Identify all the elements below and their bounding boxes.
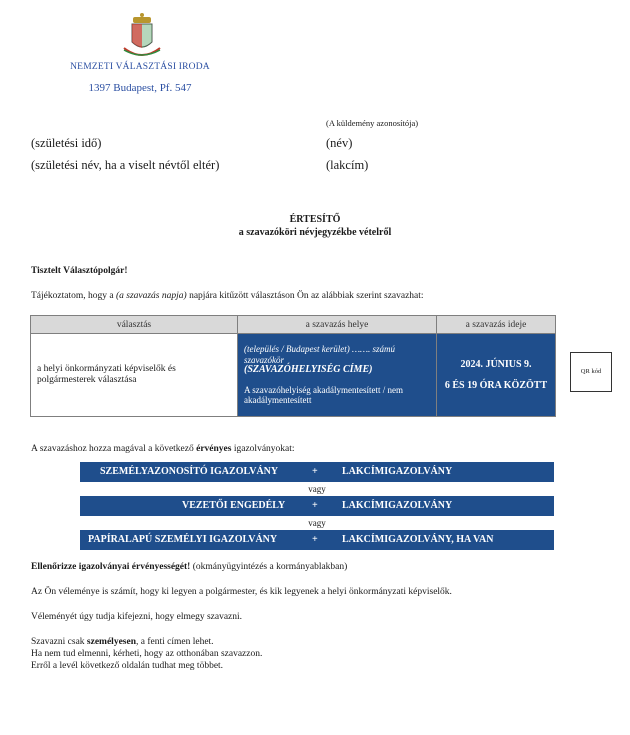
table-header-row (31, 316, 556, 334)
place-accessibility: A szavazóhelyiség akadálymentesített / nem akadálymentesített (244, 384, 403, 406)
org-address: 1397 Budapest, Pf. 547 (88, 82, 192, 94)
id-option-3-right: LAKCÍMIGAZOLVÁNY, HA VAN (342, 534, 494, 545)
home-voting-line: Ha nem tud elmenni, kérheti, hogy az otthonában szavazzon. (31, 649, 263, 659)
salutation: Tisztelt Választópolgár! (31, 266, 128, 276)
check-validity-bold: Ellenőrizze igazolványai érvényességét! (31, 562, 191, 572)
name-field: (név) (326, 136, 353, 150)
plus-sign: + (312, 500, 318, 511)
check-validity-rest: (okmányügyintézés a kormányablakban) (190, 562, 348, 572)
residence-field: (lakcím) (326, 158, 369, 172)
election-cell: a helyi önkormányzati képviselők és polgármesterek választása (31, 334, 238, 417)
vote-hours: 6 ÉS 19 ÓRA KÖZÖTT (444, 380, 548, 391)
intro-vote-day: (a szavazás napja) (115, 291, 187, 301)
or-separator: vagy (308, 518, 326, 528)
ids-intro-valid: érvényes (196, 444, 232, 454)
intro-text-after: napjára kitűzött választáson Ön az alábbiak szerint szavazhat: (186, 291, 424, 301)
document-subtitle: a szavazóköri névjegyzékbe vételről (238, 227, 392, 238)
time-cell (437, 334, 556, 417)
ids-intro-after: igazolványokat: (231, 444, 295, 454)
intro-text-before: Tájékoztatom, hogy a (31, 291, 116, 301)
id-option-1-left: SZEMÉLYAZONOSÍTÓ IGAZOLVÁNY (100, 466, 279, 477)
place-precinct: (település / Budapest kerület) ……. számú szavazókör (244, 344, 395, 365)
in-person-before: Szavazni csak (31, 637, 87, 647)
id-option-row-3 (80, 530, 554, 550)
plus-sign: + (312, 466, 318, 477)
shipment-id-label: (A küldemény azonosítója) (326, 118, 419, 128)
id-option-row-1 (80, 462, 554, 482)
in-person-bold: személyesen (86, 637, 136, 647)
id-option-1-right: LAKCÍMIGAZOLVÁNY (342, 466, 453, 477)
check-validity (31, 562, 347, 572)
header-time: a szavazás ideje (437, 316, 556, 334)
org-name: NEMZETI VÁLASZTÁSI IRODA (70, 62, 210, 72)
in-person-after: , a fenti címen lehet. (136, 637, 214, 647)
or-separator: vagy (308, 484, 326, 494)
place-address: (SZAVAZÓHELYISÉG CÍME) (244, 364, 373, 376)
header-election: választás (31, 316, 238, 334)
intro-paragraph (31, 291, 424, 301)
birth-date-field: (születési idő) (31, 136, 102, 150)
id-option-2-left: VEZETŐI ENGEDÉLY (182, 500, 286, 511)
paragraph-opinion: Az Ön véleménye is számít, hogy ki legyen a polgármester, és kik legyenek a helyi önkormányzati képviselők. (31, 587, 452, 597)
crest-logo-icon (118, 12, 166, 62)
election-table (30, 315, 556, 417)
paragraph-express: Véleményét úgy tudja kifejezni, hogy elmegy szavazni. (31, 612, 243, 622)
ids-intro-before: A szavazáshoz hozza magával a következő (31, 444, 197, 454)
paragraph-vote-in-person (31, 636, 262, 672)
document-title: ÉRTESÍTŐ (289, 214, 341, 225)
header-place: a szavazás helye (238, 316, 437, 334)
plus-sign: + (312, 534, 318, 545)
place-cell (238, 334, 437, 417)
next-page-line: Erről a levél következő oldalán tudhat meg többet. (31, 661, 224, 671)
qr-code-placeholder: QR kód (570, 352, 612, 392)
id-option-2-right: LAKCÍMIGAZOLVÁNY (342, 500, 453, 511)
id-option-row-2 (80, 496, 554, 516)
table-row (31, 334, 556, 417)
id-option-3-left: PAPÍRALAPÚ SZEMÉLYI IGAZOLVÁNY (88, 534, 278, 545)
birth-name-field: (születési név, ha a viselt névtől eltér) (31, 158, 220, 172)
vote-date: 2024. JÚNIUS 9. (460, 359, 532, 370)
ids-intro (31, 444, 295, 454)
